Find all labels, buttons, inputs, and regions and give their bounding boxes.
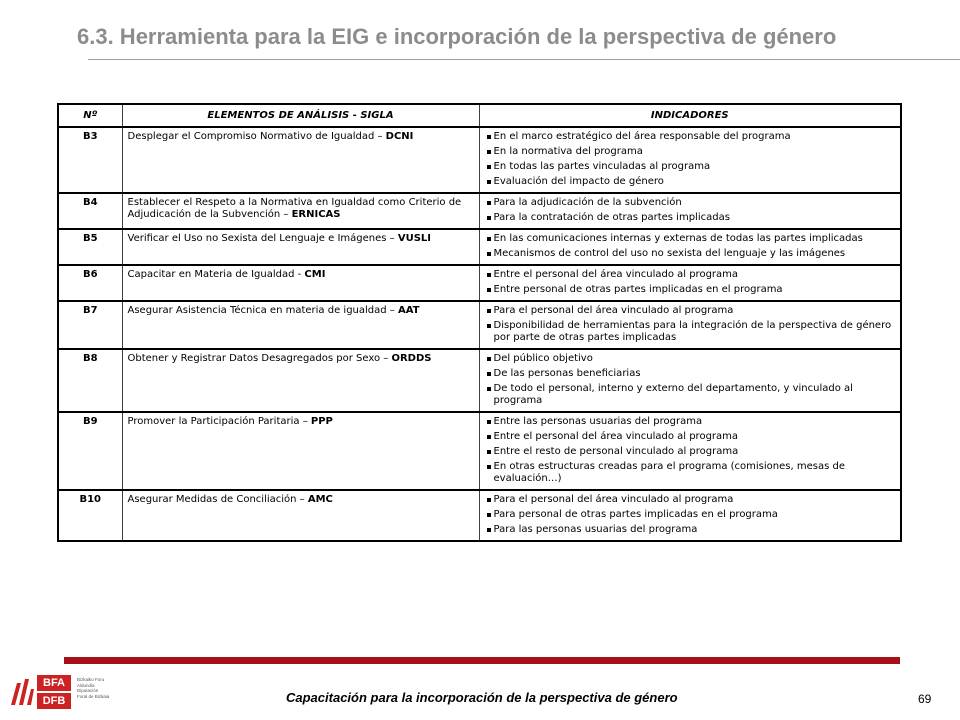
logo-text-line: Diputación [77,688,99,693]
table-row [58,127,901,193]
element-text: Desplegar el Compromiso Normativo de Igualdad – [127,131,386,142]
indicator-item: Para el personal del área vinculado al programa [485,494,896,506]
table-row [58,229,901,265]
table-row [58,193,901,229]
element-text: Asegurar Asistencia Técnica en materia de igualdad – [127,305,398,316]
indicator-item: Del público objetivo [485,353,896,365]
element-text: Obtener y Registrar Datos Desagregados por Sexo – [127,353,392,364]
element-text: Establecer el Respeto a la Normativa en Igualdad como Criterio de Adjudicación de la Subvención – [127,197,462,220]
element-text: Verificar el Uso no Sexista del Lenguaje e Imágenes – [127,233,398,244]
row-code: B4 [58,193,122,229]
row-indicators [479,193,901,229]
footer-accent-bar [64,657,900,664]
indicator-item: Para el personal del área vinculado al programa [485,305,896,317]
footer-caption: Capacitación para la incorporación de la perspectiva de género [286,690,678,705]
row-element [122,265,479,301]
row-indicators [479,490,901,541]
indicator-item: Entre el personal del área vinculado al programa [485,269,896,281]
table-row [58,412,901,490]
indicator-item: Mecanismos de control del uso no sexista del lenguaje y las imágenes [485,248,896,260]
indicator-item: De las personas beneficiarias [485,368,896,380]
row-element [122,127,479,193]
indicator-item: En la normativa del programa [485,146,896,158]
row-code: B10 [58,490,122,541]
logo-tile-top: BFA [37,675,71,691]
indicator-list [485,305,896,344]
indicator-item: Entre el resto de personal vinculado al programa [485,446,896,458]
header-number: Nº [58,104,122,127]
row-code: B9 [58,412,122,490]
element-sigla: CMI [304,269,326,280]
indicator-item: Para personal de otras partes implicadas en el programa [485,509,896,521]
table-row [58,490,901,541]
table-row [58,301,901,349]
indicator-item: Para la adjudicación de la subvención [485,197,896,209]
title-divider [88,59,960,60]
indicator-list [485,353,896,407]
indicator-item: Entre personal de otras partes implicadas en el programa [485,284,896,296]
row-element [122,229,479,265]
element-sigla: PPP [310,416,333,427]
row-element [122,301,479,349]
row-indicators [479,127,901,193]
element-text: Asegurar Medidas de Conciliación – [127,494,308,505]
page-title: 6.3. Herramienta para la EIG e incorporación de la perspectiva de género [77,24,837,49]
logo-text [77,677,109,699]
indicator-list [485,269,896,296]
indicator-list [485,494,896,536]
page-number: 69 [918,692,932,706]
indicator-list [485,131,896,188]
logo-tiles [37,675,73,709]
logo-text-line: Aldundia [77,682,95,688]
element-sigla: AAT [397,305,420,316]
row-indicators [479,349,901,412]
analysis-table [57,103,902,542]
row-code: B3 [58,127,122,193]
indicator-item: En el marco estratégico del área responsable del programa [485,131,896,143]
row-code: B8 [58,349,122,412]
row-code: B5 [58,229,122,265]
indicator-item: En las comunicaciones internas y externas de todas las partes implicadas [485,233,896,245]
row-element [122,412,479,490]
indicator-item: Entre las personas usuarias del programa [485,416,896,428]
table-row [58,265,901,301]
indicator-item: Entre el personal del área vinculado al programa [485,431,896,443]
element-text: Capacitar en Materia de Igualdad - [127,269,305,280]
logo-text-line: Bizkaiko Foru [77,677,105,682]
element-sigla: ERNICAS [291,209,341,220]
element-text: Promover la Participación Paritaria – [127,416,311,427]
indicator-list [485,416,896,485]
logo-tile-bottom: DFB [37,693,71,709]
row-code: B7 [58,301,122,349]
row-indicators [479,301,901,349]
element-sigla: ORDDS [391,353,432,364]
table-header-row [58,104,901,127]
row-code: B6 [58,265,122,301]
indicator-item: Para la contratación de otras partes implicadas [485,212,896,224]
row-indicators [479,229,901,265]
indicator-list [485,233,896,260]
logo-text-line: Foral de Bizkaia [77,693,110,699]
header-elements: ELEMENTOS DE ANÁLISIS - SIGLA [122,104,479,127]
indicator-item: Evaluación del impacto de género [485,176,896,188]
element-sigla: VUSLI [397,233,431,244]
row-indicators [479,265,901,301]
row-element [122,490,479,541]
indicator-list [485,197,896,224]
row-indicators [479,412,901,490]
element-sigla: AMC [307,494,333,505]
logo-emblem-icon [7,675,35,709]
table-row [58,349,901,412]
header-indicators: INDICADORES [479,104,901,127]
table-body [58,127,901,541]
row-element [122,349,479,412]
indicator-item: De todo el personal, interno y externo del departamento, y vinculado al programa [485,383,896,407]
indicator-item: Para las personas usuarias del programa [485,524,896,536]
indicator-item: En todas las partes vinculadas al programa [485,161,896,173]
element-sigla: DCNI [385,131,414,142]
indicator-item: En otras estructuras creadas para el programa (comisiones, mesas de evaluación…) [485,461,896,485]
row-element [122,193,479,229]
indicator-item: Disponibilidad de herramientas para la integración de la perspectiva de género por parte de otras partes implicadas [485,320,896,344]
bfa-dfb-logo [7,675,167,711]
